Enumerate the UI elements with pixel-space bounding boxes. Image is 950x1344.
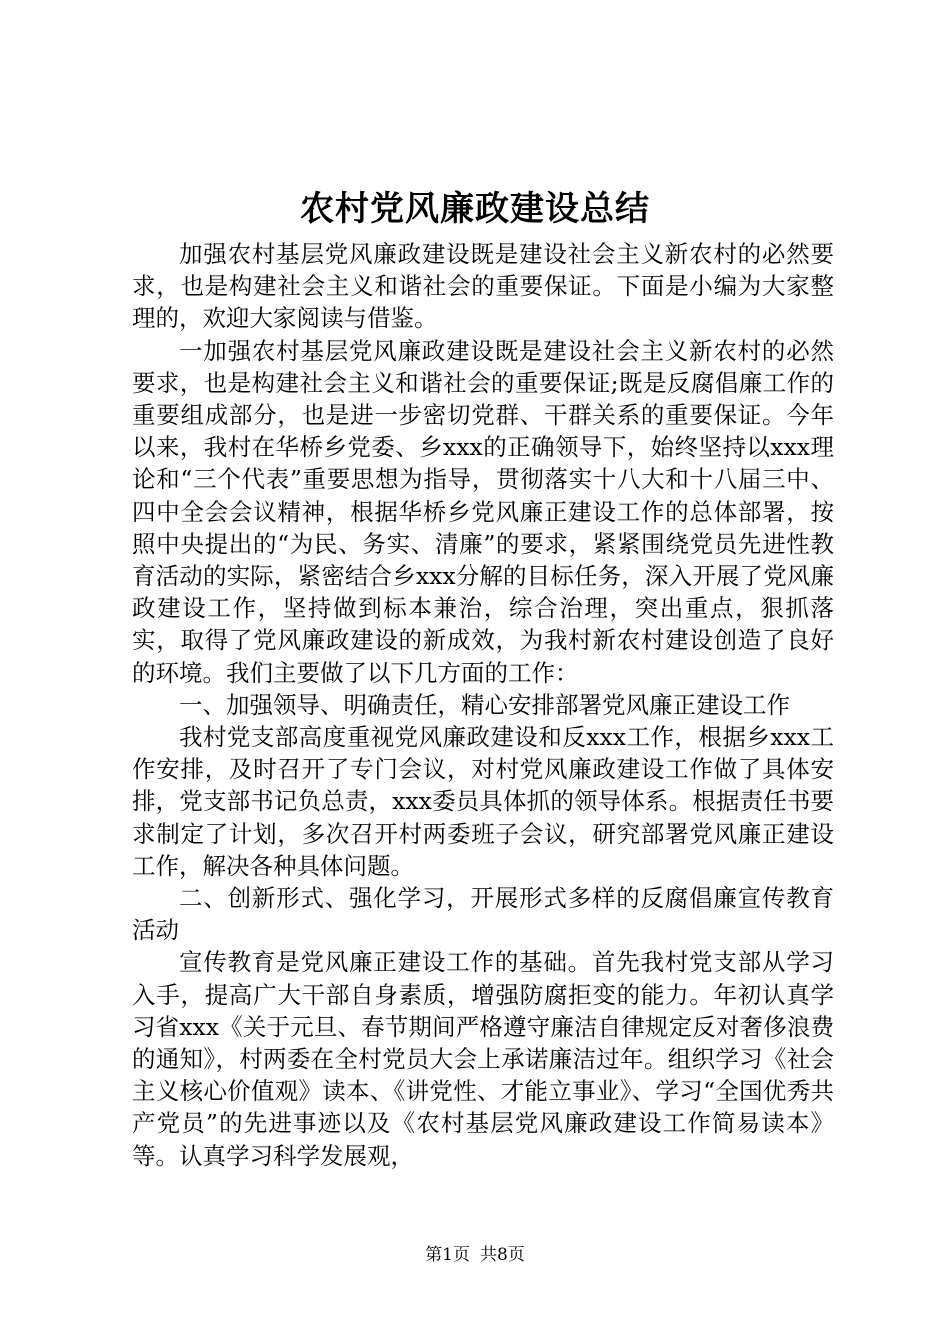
page-footer xyxy=(0,1244,950,1266)
page-title: 农村党风廉政建设总结 xyxy=(300,189,650,229)
page-number: 第1页 xyxy=(425,1245,470,1265)
paragraph-intro: 加强农村基层党风廉政建设既是建设社会主义新农村的必然要求，也是构建社会主义和谐社会的重要保证。下面是小编为大家整理的，欢迎大家阅读与借鉴。 xyxy=(132,240,834,333)
section-heading-1: 一、加强领导、明确责任，精心安排部署党风廉正建设工作 xyxy=(179,690,790,719)
document-body xyxy=(132,238,834,1172)
paragraph-overview: 一加强农村基层党风廉政建设既是建设社会主义新农村的必然要求，也是构建社会主义和谐社会的重要保证;既是反腐倡廉工作的重要组成部分，也是进一步密切党群、干群关系的重要保证。今年以来，我村在华桥乡党委、乡xxx的正确领导下，始终坚持以xxx理论和“三个代表”重要思想为指导，贯彻落实十八大和十八届三中、四中全会会议精神，根据华桥乡党风廉正建设工作的总体部署，按照中央提出的“为民、务实、清廉”的要求，紧紧围绕党员先进性教育活动的实际，紧密结合乡xxx分解的目标任务，深入开展了党风廉政建设工作，坚持做到标本兼治，综合治理，突出重点，狠抓落实，取得了党风廉政建设的新成效，为我村新农村建设创造了良好的环境。我们主要做了以下几方面的工作： xyxy=(132,336,834,687)
paragraph-section-2: 宣传教育是党风廉正建设工作的基础。首先我村党支部从学习入手，提高广大干部自身素质，增强防腐拒变的能力。年初认真学习省xxx《关于元旦、春节期间严格遵守廉洁自律规定反对奢侈浪费的通知》，村两委在全村党员大会上承诺廉洁过年。组织学习《社会主义核心价值观》读本、《讲党性、才能立事业》、学习“全国优秀共产党员”的先进事迹以及《农村基层党风廉政建设工作简易读本》等。认真学习科学发展观， xyxy=(132,948,834,1170)
page-total: 共8页 xyxy=(480,1245,525,1265)
section-heading-2: 二、创新形式、强化学习，开展形式多样的反腐倡廉宣传教育活动 xyxy=(132,884,834,945)
paragraph-section-1: 我村党支部高度重视党风廉政建设和反xxx工作，根据乡xxx工作安排，及时召开了专门会议，对村党风廉政建设工作做了具体安排，党支部书记负总责，xxx委员具体抓的领导体系。根据责任书要求制定了计划，多次召开村两委班子会议，研究部署党风廉正建设工作，解决各种具体问题。 xyxy=(132,723,834,880)
